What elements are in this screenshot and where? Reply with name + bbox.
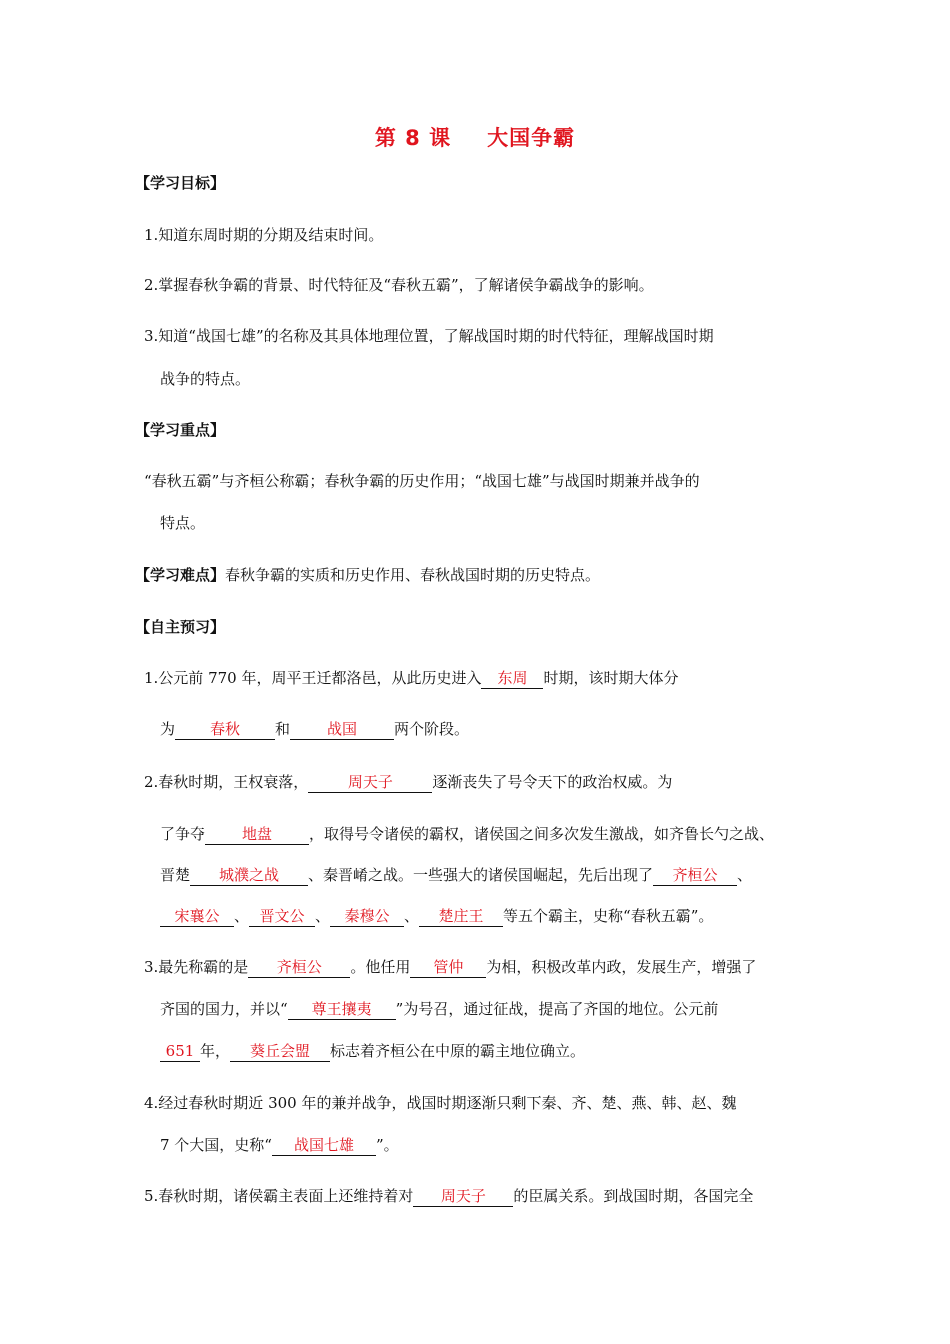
preview-q3-line2: 齐国的国力，并以“ 尊王攘夷 ”为号召，通过征战，提高了齐国的地位。公元前 [160, 1000, 719, 1018]
key-text: “春秋五霸”与齐桓公称霸；春秋争霸的历史作用；“战国七雄”与战国时期兼并战争的 [144, 472, 700, 490]
goal-item: 2.掌握春秋争霸的背景、时代特征及“春秋五霸”，了解诸侯争霸战争的影响。 [144, 276, 654, 294]
answer-blank: 葵丘会盟 [230, 1042, 330, 1062]
difficulty-heading: 【学习难点】 [135, 566, 226, 584]
lesson-name: 大国争霸 [487, 126, 576, 150]
preview-q2-line3: 晋楚 城濮之战 、秦晋崤之战。一些强大的诸侯国崛起，先后出现了 齐桓公 、 [160, 866, 753, 884]
preview-q4-line2: 7 个大国，史称“ 战国七雄 ”。 [160, 1136, 399, 1154]
preview-q4-line1: 4.经过春秋时期近 300 年的兼并战争，战国时期逐渐只剩下秦、齐、楚、燕、韩、赵、魏 [144, 1094, 737, 1112]
answer-blank: 管仲 [410, 958, 486, 978]
goal-item: 战争的特点。 [160, 370, 251, 388]
answer-blank: 东周 [481, 669, 543, 689]
answer-blank: 战国七雄 [272, 1136, 376, 1156]
goals-heading: 【学习目标】 [135, 174, 226, 192]
answer-blank: 楚庄王 [419, 907, 503, 927]
answer-blank: 春秋 [175, 720, 275, 740]
answer-blank: 秦穆公 [330, 907, 404, 927]
preview-q3-line3: 651 年， 葵丘会盟 标志着齐桓公在中原的霸主地位确立。 [160, 1040, 585, 1062]
answer-blank: 周天子 [308, 773, 432, 793]
preview-q5-line1: 5.春秋时期，诸侯霸主表面上还维持着对 周天子 的臣属关系。到战国时期，各国完全 [144, 1187, 754, 1205]
answer-blank: 齐桓公 [653, 866, 737, 886]
answer-blank: 651 [160, 1042, 200, 1062]
answer-blank: 地盘 [205, 825, 309, 845]
answer-blank: 周天子 [413, 1187, 513, 1207]
answer-blank: 齐桓公 [248, 958, 350, 978]
answer-blank: 晋文公 [249, 907, 315, 927]
preview-q1-line1: 1.公元前 770 年，周平王迁都洛邑，从此历史进入 东周 时期，该时期大体分 [144, 669, 679, 687]
preview-q2-line1: 2.春秋时期，王权衰落， 周天子 逐渐丧失了号令天下的政治权威。为 [144, 773, 673, 791]
preview-q2-line2: 了争夺 地盘 ，取得号令诸侯的霸权，诸侯国之间多次发生激战，如齐鲁长勺之战、 [160, 825, 775, 843]
answer-blank: 战国 [290, 720, 394, 740]
answer-blank: 城濮之战 [190, 866, 308, 886]
answer-blank: 宋襄公 [160, 907, 234, 927]
goal-item: 1.知道东周时期的分期及结束时间。 [144, 226, 384, 244]
preview-q3-line1: 3.最先称霸的是 齐桓公 。他任用 管仲 为相，积极改革内政，发展生产，增强了 [144, 958, 757, 976]
key-heading: 【学习重点】 [135, 421, 226, 439]
lesson-number: 第 8 课 [374, 126, 452, 150]
preview-q2-line4: 宋襄公 、 晋文公 、 秦穆公 、 楚庄王 等五个霸主，史称“春秋五霸”。 [160, 905, 713, 927]
answer-blank: 尊王攘夷 [288, 1000, 396, 1020]
goal-item: 3.知道“战国七雄”的名称及其具体地理位置，了解战国时期的时代特征，理解战国时期 [144, 327, 714, 345]
key-text: 特点。 [160, 514, 206, 532]
preview-heading: 【自主预习】 [135, 618, 226, 636]
preview-q1-line2: 为 春秋 和 战国 两个阶段。 [160, 720, 470, 738]
page-title [0, 122, 950, 152]
difficulty-text: 春秋争霸的实质和历史作用、春秋战国时期的历史特点。 [225, 566, 601, 584]
difficulty-line [135, 564, 600, 586]
